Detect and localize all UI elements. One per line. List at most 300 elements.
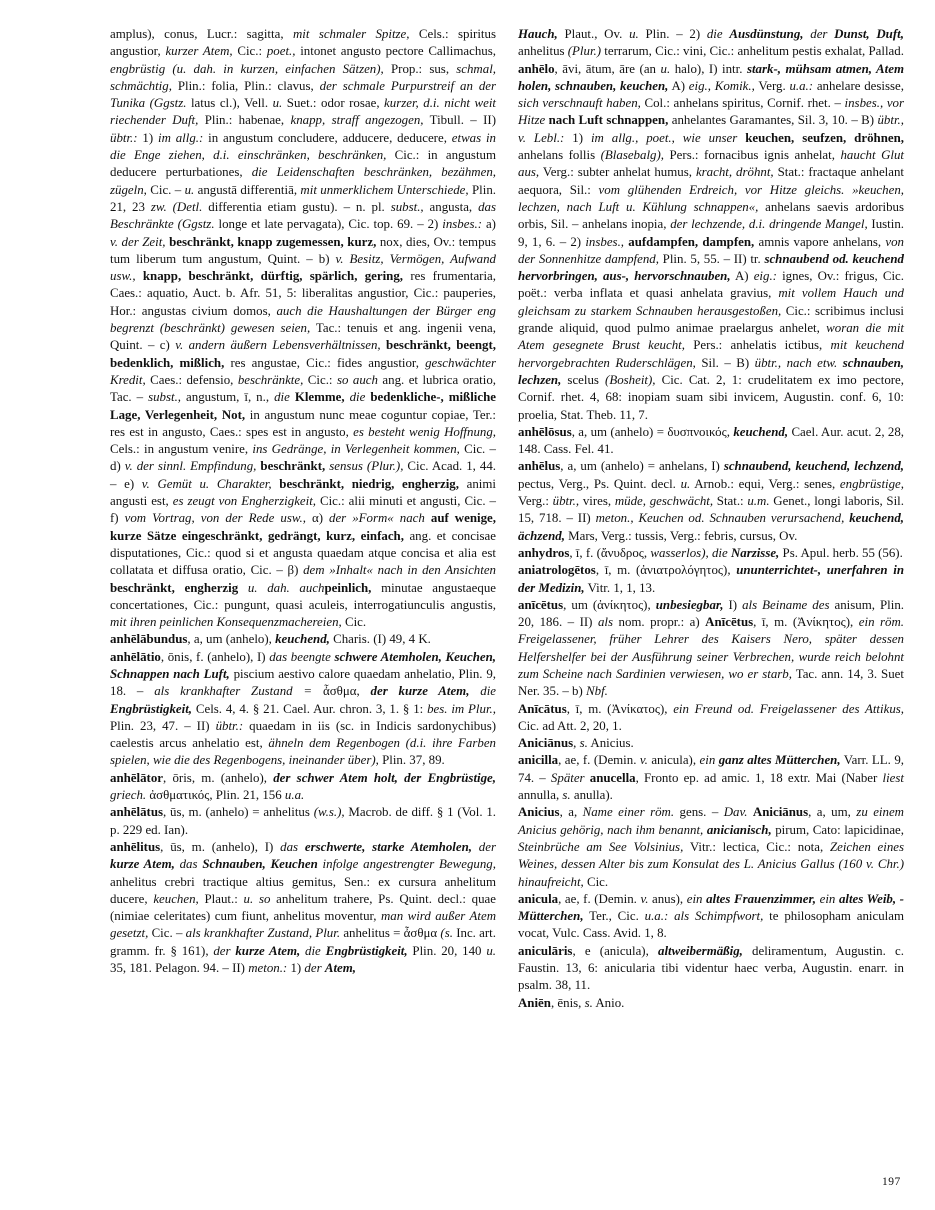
entry-text: kracht, dröhnt, xyxy=(695,165,774,180)
entry-text: v. der sinnl. Empfindung, xyxy=(124,459,257,474)
entry-text: , ōris, m. (anhelo), xyxy=(163,770,274,785)
entry-text: subst., xyxy=(148,390,182,405)
entry-text: Pers.: anhelatis ictibus, xyxy=(684,338,831,353)
entry-text: schnaubend, keuchend, lechzend, xyxy=(723,459,904,474)
dictionary-entry xyxy=(518,943,904,995)
entry-text: Tibull. – II) xyxy=(423,113,497,128)
entry-text: ein xyxy=(699,753,716,768)
entry-text: das Beschränkte (Ggstz. xyxy=(110,199,497,232)
entry-text: Cic.: in angustum deducere perturbationes, xyxy=(110,148,496,180)
entry-text: ἀσθματικός, Plin. 21, 156 xyxy=(146,788,285,803)
entry-text: als krankhafter Zustand = xyxy=(154,684,313,699)
entry-text: eig.: xyxy=(753,269,777,284)
entry-text: infolge angestrengter Bewegung, xyxy=(322,857,496,872)
entry-text: gens. – xyxy=(674,805,724,820)
entry-text: pectus, Verg., Ps. Quint. decl. xyxy=(518,476,681,491)
entry-text: Verg. xyxy=(754,78,790,93)
entry-text: der lechzende, d.i. dringende Mangel, xyxy=(670,217,868,232)
entry-text: (Blasebalg), xyxy=(600,148,664,163)
entry-text: Caes.: defensio, xyxy=(145,372,238,387)
entry-text: u. xyxy=(629,27,639,41)
entry-text: Plin. 37, 89. xyxy=(378,753,445,768)
entry-text: s. xyxy=(562,788,571,803)
entry-text: anisum, Plin. 20, 186. – II) xyxy=(518,597,905,630)
entry-text: (Bosheit), xyxy=(605,372,656,387)
entry-text xyxy=(298,840,305,854)
entry-text: beschränkt, beengt, bedenklich, mißlich, xyxy=(110,338,496,370)
entry-text xyxy=(472,840,479,854)
dictionary-entry xyxy=(518,545,904,562)
entry-text: , ī, f. (ἄνυδρος, xyxy=(569,545,651,560)
entry-text: im allg.: xyxy=(158,130,204,145)
entry-text: anhelare desisse, xyxy=(813,78,904,93)
dictionary-entry xyxy=(110,649,496,770)
entry-text: u. so xyxy=(243,891,271,906)
entry-text: , ī, m. (Ἀνίκατος), xyxy=(566,701,674,716)
entry-text: anicula), xyxy=(647,753,700,768)
headword: Aniciānus xyxy=(518,736,574,751)
entry-text: übtr., nach etw. xyxy=(754,355,838,370)
dictionary-entry xyxy=(518,804,904,890)
entry-text: a) xyxy=(482,217,496,232)
entry-text: animi angusti est, xyxy=(110,476,496,509)
entry-text: u. xyxy=(486,943,496,958)
entry-text: Plaut., Ov. xyxy=(557,27,630,41)
headword: anhydros xyxy=(518,545,570,560)
entry-text: Dav. xyxy=(723,805,748,820)
entry-text: als Beiname des xyxy=(742,597,830,612)
entry-text: Cic. – xyxy=(148,926,186,941)
entry-text: von der Sonnenhitze dampfend, xyxy=(518,234,904,266)
entry-text: , ae, f. (Demin. xyxy=(558,891,641,906)
entry-text: Cels. 4, 4. § 21. Cael. Aur. chron. 3, 1. § 1: xyxy=(192,701,428,716)
entry-text: Ausdünstung, xyxy=(729,27,804,41)
entry-text: ein röm. Freigelassener, früher Lehrer des Kaisers Nero, später dessen Helfershelfer bei der Ausführung seiner Verbrechen, wurde reich belohnt zum Scheine nach Sardinien verwiesen, wo er starb, xyxy=(518,615,904,681)
entry-text: ein Freund od. Freigelassener des Attikus, xyxy=(673,701,905,716)
entry-text: Cic.: scribimus inclusi grande aliquid, quod pulmo animae praelargus anhelet, xyxy=(518,303,904,336)
entry-text: eig., Komik., xyxy=(688,78,755,93)
entry-text: man wird außer Atem gesetzt, xyxy=(110,909,497,941)
entry-text: v. Besitz, Vermögen, Aufwand usw., xyxy=(110,251,496,284)
entry-text: anhelitus xyxy=(518,44,568,59)
entry-text: Tac.: tenuis et ang. ingenii vena, Quint. – c) xyxy=(110,321,496,353)
entry-text: Tac. ann. 14, 3. Suet Ner. 35. – b) xyxy=(518,666,904,699)
dictionary-entry xyxy=(518,61,904,424)
entry-text: , āvi, ātum, āre (an xyxy=(554,61,661,76)
entry-text: keuchen, xyxy=(153,891,199,906)
entry-text: das xyxy=(179,857,198,872)
entry-text: Stat.: xyxy=(713,494,748,509)
entry-text: latus cl.), Vell. xyxy=(186,96,273,111)
entry-text: Arnob.: equi, Verg.: senes, xyxy=(690,476,840,491)
entry-text: , Fronto ep. ad amic. 1, 18 extr. Mai (Naber xyxy=(635,770,883,785)
entry-text: Plin.: habenae, xyxy=(198,113,291,128)
dictionary-entry xyxy=(110,26,496,631)
entry-text: es besteht wenig Hoffnung, xyxy=(353,424,497,439)
entry-text: die xyxy=(480,684,496,699)
headword: Aniēn xyxy=(518,995,551,1010)
entry-text: anhelitum trahere, Ps. Quint. decl.: quae (nimiae celeritates) cum fiunt, anhelitus moventur, xyxy=(110,891,496,924)
entry-text: anulla). xyxy=(570,788,613,803)
entry-text: Dunst, Duft, xyxy=(834,27,904,41)
entry-text: keuchen, seufzen, dröhnen, xyxy=(745,130,904,145)
entry-text: griech. xyxy=(110,788,147,803)
entry-text: die xyxy=(706,27,723,41)
entry-text: , a, um (anhelo) = δυσπνοικός, xyxy=(571,424,734,439)
entry-text: Cic. xyxy=(583,874,609,889)
dictionary-entry xyxy=(518,735,904,752)
dictionary-entry xyxy=(518,562,904,597)
entry-text: Vitr.: lectica, Cic.: nota, xyxy=(683,839,830,854)
entry-text: , ī, m. (Ἀνίκητος), xyxy=(753,615,859,630)
dictionary-entry xyxy=(518,701,904,736)
entry-text: mit ihren peinlichen Konsequenzmachereien, xyxy=(110,615,342,630)
entry-text: Anio. xyxy=(592,995,625,1010)
dictionary-entry xyxy=(518,752,904,804)
entry-text: anhelans follis xyxy=(518,148,601,163)
right-column xyxy=(518,26,904,1012)
entry-text: u. xyxy=(660,61,671,76)
entry-text: ein xyxy=(686,891,703,906)
headword: anhēlōsus xyxy=(518,424,572,439)
entry-text: v. Gemüt u. Charakter, xyxy=(141,476,272,491)
entry-text: s. xyxy=(584,995,593,1010)
entry-text: res angustae, Cic.: fides angustior, xyxy=(224,355,426,370)
entry-text: übtr.: xyxy=(215,718,244,733)
entry-text: insbes., vor Hitze xyxy=(518,96,905,128)
entry-text: vom Vortrag, von der Rede usw., xyxy=(124,511,306,526)
entry-text: , a, um, xyxy=(808,805,857,820)
entry-text: , ōnis, f. (anhelo), I) xyxy=(160,649,270,664)
entry-text: der kurze Atem, xyxy=(370,684,470,699)
dictionary-entry xyxy=(518,995,904,1012)
entry-text: amnis vapore anhelans, xyxy=(754,234,886,249)
entry-text: Cic. Cat. 2, 1: crudelitatem ex imo pectore, Cornif. rhet. 4, 68: inopiam suam sibi invicem, Augustin. conf. 6, 10: proelia, Stat. Theb. 11, 7. xyxy=(518,372,904,422)
entry-text: anhelans saevis ardoribus orbis, Sil. – anhelans inopia, xyxy=(518,199,904,232)
entry-text: Col.: anhelans spiritus, Cornif. rhet. – xyxy=(640,96,845,111)
entry-text: Schnauben, Keuchen xyxy=(202,857,318,872)
entry-text: , um (ἀνίκητος), xyxy=(563,597,656,612)
entry-text: vom glühenden Erdreich, vor Hitze gleichs. »keuchen, lechzen, nach Luft u. Kühlung schnappen«, xyxy=(518,182,904,214)
entry-text: Name einer röm. xyxy=(582,805,675,820)
entry-text: intonet angusto pectore Callimachus, xyxy=(295,44,496,59)
entry-text: v. der Zeit, xyxy=(110,234,166,249)
entry-text: beschränkt, xyxy=(260,459,326,474)
entry-text: , a, um (anhelo), xyxy=(187,632,276,647)
entry-text: peinlich, xyxy=(324,580,372,595)
entry-text: ähneln dem Regenbogen (d.i. ihre Farben spielen, wie die des Regenbogens, ineinander über), xyxy=(110,736,496,768)
entry-text: deliramentum, Augustin. c. Faustin. 13, 6: anicularia tibi videntur haec verba, Augustin. enarr. in psalm. 38, 11. xyxy=(518,943,904,993)
entry-text: der xyxy=(213,943,231,958)
entry-text: Cic.: xyxy=(232,44,267,59)
entry-text: u.m. xyxy=(747,494,770,509)
entry-text: das xyxy=(280,839,299,854)
headword: anhēlātor xyxy=(110,770,163,785)
left-column xyxy=(110,26,496,977)
entry-text: te philosopham aniculam vocat, Vulc. Cass. Avid. 1, 8. xyxy=(518,909,904,941)
entry-text: u. dah. auch xyxy=(238,580,325,595)
entry-text xyxy=(136,269,143,283)
dictionary-entry xyxy=(110,770,496,805)
entry-text: meton., Keuchen od. Schnauben verursachend, xyxy=(595,511,845,526)
entry-text: minutae angustaeque concertationes, Cic.: pungunt, quasi aculeis, interrogatiunculis angustis, xyxy=(110,580,496,612)
entry-text: wasserlos), die xyxy=(650,545,728,560)
entry-text: mit unmerklichem Unterschiede, xyxy=(300,182,469,197)
entry-text: zu einem Anicius gehörig, nach ihm benannt, xyxy=(518,805,904,837)
entry-text: haucht Glut aus, xyxy=(518,148,904,180)
entry-text: woran die mit Atem gesegnete Brust keucht, xyxy=(518,321,904,353)
entry-text: der »Form« nach xyxy=(329,511,425,526)
entry-text: Verg.: xyxy=(518,494,553,509)
entry-text: übtr., xyxy=(552,494,580,509)
entry-text: mit keuchend hervorgebrachten Ruderschlägen, xyxy=(518,338,904,370)
entry-text: amplus), conus, Lucr.: sagitta, xyxy=(110,27,293,41)
entry-text: Ps. Apul. herb. 55 (56). xyxy=(779,545,903,560)
entry-text: s. xyxy=(579,736,588,751)
entry-text: ein xyxy=(819,891,836,906)
entry-text: anucella xyxy=(589,770,636,785)
entry-text: Cic.: xyxy=(303,372,337,387)
dictionary-entry xyxy=(518,458,904,544)
entry-text: Varr. LL. 9, 74. – xyxy=(518,753,904,785)
entry-text: ununterrichtet-, unerfahren in der Medizin, xyxy=(518,563,904,595)
entry-text: ignes, Ov.: frigus, Cic. poët.: verba inflata et quasi anhelata gravius, xyxy=(518,269,904,301)
entry-text: es zeugt von Engherzigkeit, xyxy=(172,494,317,509)
headword: anhēlābundus xyxy=(110,632,188,647)
entry-text: Charis. (I) 49, 4 K. xyxy=(329,632,431,647)
entry-text: Narzisse, xyxy=(730,545,780,560)
entry-text: terrarum, Cic.: vini, Cic.: anhelitum pestis exhalat, Pallad. xyxy=(601,44,904,59)
entry-text: vires, xyxy=(579,494,615,509)
entry-text: ins Gedränge, in Verlegenheit kommen, xyxy=(252,442,460,457)
entry-text: in angustum concludere, adducere, deducere, xyxy=(203,130,452,145)
entry-text: engbrüstige, xyxy=(839,476,904,491)
entry-text: beschränkt, niedrig, engherzig, xyxy=(279,476,459,491)
entry-text: Plin. 20, 140 xyxy=(407,943,487,958)
entry-text: der schmale Purpurstreif an der Tunika (Ggstz. xyxy=(110,78,496,111)
headword: aniculāris xyxy=(518,943,573,958)
entry-text: die xyxy=(305,943,321,958)
entry-text: der xyxy=(810,27,828,41)
entry-text: Genet., longi laboris, Sil. 15, 718. – II) xyxy=(518,494,904,526)
entry-text: u. xyxy=(680,476,691,491)
entry-text: mit vollem Hauch und gleichsam zu starkem Schnauben herausgestoßen, xyxy=(518,286,904,318)
entry-text: übtr., v. Lebl.: xyxy=(518,113,904,145)
entry-text: knapp, straff angezogen, xyxy=(290,113,424,128)
headword: anhēlo xyxy=(518,61,555,76)
entry-text: u.a. xyxy=(284,788,305,803)
entry-text: , e (anicula), xyxy=(572,943,658,958)
entry-text: die Leidenschaften beschränken, bezähmen, zügeln, xyxy=(110,165,496,197)
entry-text: ang. et concisae disputationes, Cic.: quod si et angusta quaedam atque concisa et alia est collatata et diffusa oratio, Cic. – β) xyxy=(110,528,497,578)
entry-text: meton.: xyxy=(248,961,288,976)
entry-text: engbrüstig (u. dah. in kurzen, einfachen Sätzen), xyxy=(110,61,384,76)
entry-text: u. xyxy=(272,96,283,111)
entry-text: pirum, Cato: lapicidinae, xyxy=(771,822,904,837)
dictionary-entry xyxy=(110,631,496,648)
entry-text: , ae, f. (Demin. xyxy=(558,753,640,768)
entry-text xyxy=(469,684,480,698)
entry-text: Cic. – d) xyxy=(110,442,496,474)
entry-text: A) xyxy=(730,269,754,284)
entry-text: differentia etiam gustu). – n. pl. xyxy=(202,199,391,214)
entry-text: die xyxy=(349,390,366,405)
entry-text: keuchend, ächzend, xyxy=(518,511,904,543)
entry-text: geschwächter Kredit, xyxy=(110,355,496,387)
entry-text: 1) xyxy=(287,961,305,976)
entry-text: poet., xyxy=(266,44,296,59)
dictionary-entry xyxy=(110,839,496,977)
entry-text: keuchend, xyxy=(733,424,789,439)
entry-text: Macrob. de diff. § 1 (Vol. 1. p. 229 ed. Ian). xyxy=(110,805,497,837)
entry-text: Cic.: alii minuti et angusti, Cic. – f) xyxy=(110,494,496,526)
entry-text: Cic. xyxy=(341,615,367,630)
entry-text: res frumentaria, Caes.: aquatio, Auct. b. Afr. 51, 5: liberalitas angustior, Cic.: pauperies, Hor.: angustas civium domos, xyxy=(110,269,496,318)
entry-text: (Plur.) xyxy=(567,44,602,59)
dictionary-entry xyxy=(518,26,904,61)
entry-text: nom. propr.: a) xyxy=(613,615,706,630)
entry-text: (w.s.), xyxy=(313,805,345,820)
headword: anhēlitus xyxy=(110,839,161,854)
entry-text: Sil. – B) xyxy=(695,355,755,370)
entry-text: dem »Inhalt« nach in den Ansichten xyxy=(303,563,496,578)
entry-text: , a, xyxy=(559,805,583,820)
entry-text: v. andern äußern Lebensverhältnissen, xyxy=(175,338,381,353)
entry-text: bedenkliche-, mißliche Lage, Verlegenheit, Not, xyxy=(110,390,496,422)
entry-text: piscium aestivo calore quaedam anhelatio, Plin. 9, 18. – xyxy=(110,666,496,699)
entry-text: Suet.: odor rosae, xyxy=(282,96,385,111)
entry-text: Hauch, xyxy=(518,27,558,41)
entry-text: Cael. Aur. acut. 2, 28, 148. Cass. Fel. 41. xyxy=(518,424,904,457)
entry-text: Plin. 5, 55. – II) tr. xyxy=(658,251,765,266)
entry-text: Anicius. xyxy=(587,736,634,751)
entry-text: , a, um (anhelo) = anhelans, I) xyxy=(560,459,724,474)
entry-text: quaedam in iis (sc. in Indicis sardonychibus) caelestis arcus anhelatio est, xyxy=(110,718,496,751)
entry-text: ἆσθμα, xyxy=(312,684,371,699)
entry-text: v. xyxy=(640,891,649,906)
entry-text: schmal, schmächtig, xyxy=(110,61,496,93)
entry-text: Nbf. xyxy=(586,684,608,699)
entry-text: Engbrüstigkeit, xyxy=(325,943,408,958)
entry-text: beschränkt, engherzig xyxy=(110,580,239,595)
entry-text: Stat.: fractaque anhelant aequora, Sil.: xyxy=(518,165,904,197)
entry-text: in angustum nunc meae coguntur copiae, Ter.: res est in angusto, Caes.: spes est in angusto, xyxy=(110,407,496,439)
entry-text: u.a.: als Schimpfwort, xyxy=(644,909,764,924)
entry-text: Plaut.: xyxy=(198,891,244,906)
entry-text: subst., xyxy=(390,199,424,214)
entry-text: Klemme, xyxy=(294,390,345,405)
entry-text: kurzer Atem, xyxy=(165,44,233,59)
entry-text: kurze Atem, xyxy=(110,857,175,872)
entry-text: 1) xyxy=(564,130,591,145)
entry-text: Plin. – 2) xyxy=(638,27,707,41)
entry-text: altes Frauenzimmer, xyxy=(706,891,817,906)
headword: anicula xyxy=(518,891,559,906)
entry-text: Verg.: subter anhelat humus, xyxy=(539,165,696,180)
entry-text: Später xyxy=(550,770,585,785)
entry-text: kurze Atem, xyxy=(235,943,301,958)
headword: anhēlus xyxy=(518,459,561,474)
entry-text: aufdampfen, dampfen, xyxy=(628,234,755,249)
entry-text: ang. et lubrica oratio, Tac. – xyxy=(110,372,496,405)
entry-text: Pers.: fornacibus ignis anhelat, xyxy=(664,148,841,163)
entry-text: anicianisch, xyxy=(706,822,772,837)
entry-text: anhelitus crebri tractique altius gemitus, Sen.: ex cursura anhelitum ducere, xyxy=(110,874,496,906)
entry-text: altweibermäßig, xyxy=(658,943,743,958)
headword: Anicius xyxy=(518,805,560,820)
entry-text: v. xyxy=(639,753,648,768)
entry-text: Plin. 23, 47. – II) xyxy=(110,718,216,733)
headword: Anīcātus xyxy=(518,701,567,716)
dictionary-entry xyxy=(110,804,496,839)
entry-text: , xyxy=(573,736,580,751)
entry-text: der schwer Atem holt, der Engbrüstige, xyxy=(273,770,496,785)
headword: anīcētus xyxy=(518,597,564,612)
entry-text: Mars, Verg.: tussis, Verg.: febris, cursus, Ov. xyxy=(564,528,798,543)
entry-text: übtr.: xyxy=(110,130,138,145)
entry-text: bes. im Plur., xyxy=(427,701,496,716)
entry-text: Engbrüstigkeit, xyxy=(110,701,193,716)
entry-text: Ter., Cic. xyxy=(583,909,645,924)
entry-text: schnaubend od. keuchend hervorbringen, aus-, hervorschnauben, xyxy=(518,251,905,284)
entry-text: halo), I) intr. xyxy=(670,61,747,76)
entry-text: anus), xyxy=(648,891,687,906)
entry-text: , ī, m. (ἀνιατρολόγητος), xyxy=(595,563,737,578)
entry-text: scelus xyxy=(561,372,606,387)
entry-text: insbes., xyxy=(585,234,625,249)
headword: aniatrologētos xyxy=(518,563,596,578)
entry-text: u.a.: xyxy=(789,78,814,93)
entry-text: Zeichen eines Weines, dessen Alter bis zum Konsulat des L. Anicius Gallus (160 v. Chr.) hinaufreicht, xyxy=(518,839,905,889)
entry-text: als krankhafter Zustand, Plur. xyxy=(185,926,341,941)
entry-text: Cic. ad Att. 2, 20, 1. xyxy=(518,718,622,733)
entry-text: , ūs, m. (anhelo), I) xyxy=(160,839,281,854)
entry-text: 35, 181. Pelagon. 94. – II) xyxy=(110,961,249,976)
entry-text: etwas in die Enge ziehen, d.i. einschränken, beschränken, xyxy=(110,130,496,163)
entry-text: A) xyxy=(668,78,689,93)
entry-text: altes Weib, -Mütterchen, xyxy=(518,891,904,924)
entry-text: mit schmaler Spitze, xyxy=(292,27,410,41)
entry-text: der xyxy=(478,839,496,854)
entry-text: Aniciānus xyxy=(752,805,809,820)
entry-text: anhelantes Garamantes, Sil. 3, 10. – B) xyxy=(668,113,878,128)
entry-text: Cels.: in angustum venire, xyxy=(110,442,253,457)
entry-text: zw. (Detl. xyxy=(150,199,203,214)
entry-text: Inc. art. gramm. fr. § 161), xyxy=(110,926,496,958)
entry-text: α) xyxy=(305,511,330,526)
entry-text: Cic. – xyxy=(146,182,185,197)
headword: anhēlātus xyxy=(110,805,164,820)
entry-text: annulla, xyxy=(518,788,563,803)
entry-text: insbes.: xyxy=(442,217,483,232)
entry-text: auch die Haushaltungen der Bürger eng begrenzt (beschränkt) gewesen seien, xyxy=(110,303,497,336)
entry-text: (s. xyxy=(440,926,453,941)
entry-text: Iustin. 9, 1, 6. – 2) xyxy=(518,217,904,249)
headword: anhēlātio xyxy=(110,649,161,664)
entry-text: unbesiegbar, xyxy=(655,597,724,612)
entry-text: Anīcētus xyxy=(705,615,754,630)
entry-text: Plin. 21, 23 xyxy=(110,182,496,214)
entry-text: keuchend, xyxy=(275,632,330,647)
entry-text: angustum, ī, n., xyxy=(181,390,275,405)
entry-text: Steinbrüche am See Volsinius, xyxy=(518,839,684,854)
entry-text: schwere Atemholen, Keuchen, Schnappen nach Luft, xyxy=(110,649,496,681)
entry-text: im allg., poet., wie unser xyxy=(590,130,738,145)
entry-text: beschränkt, knapp zugemessen, kurz, xyxy=(169,234,377,249)
entry-text: so auch xyxy=(336,372,378,387)
entry-text: u. xyxy=(184,182,195,197)
entry-text: anhelitus = ἆσθμα xyxy=(340,926,441,941)
